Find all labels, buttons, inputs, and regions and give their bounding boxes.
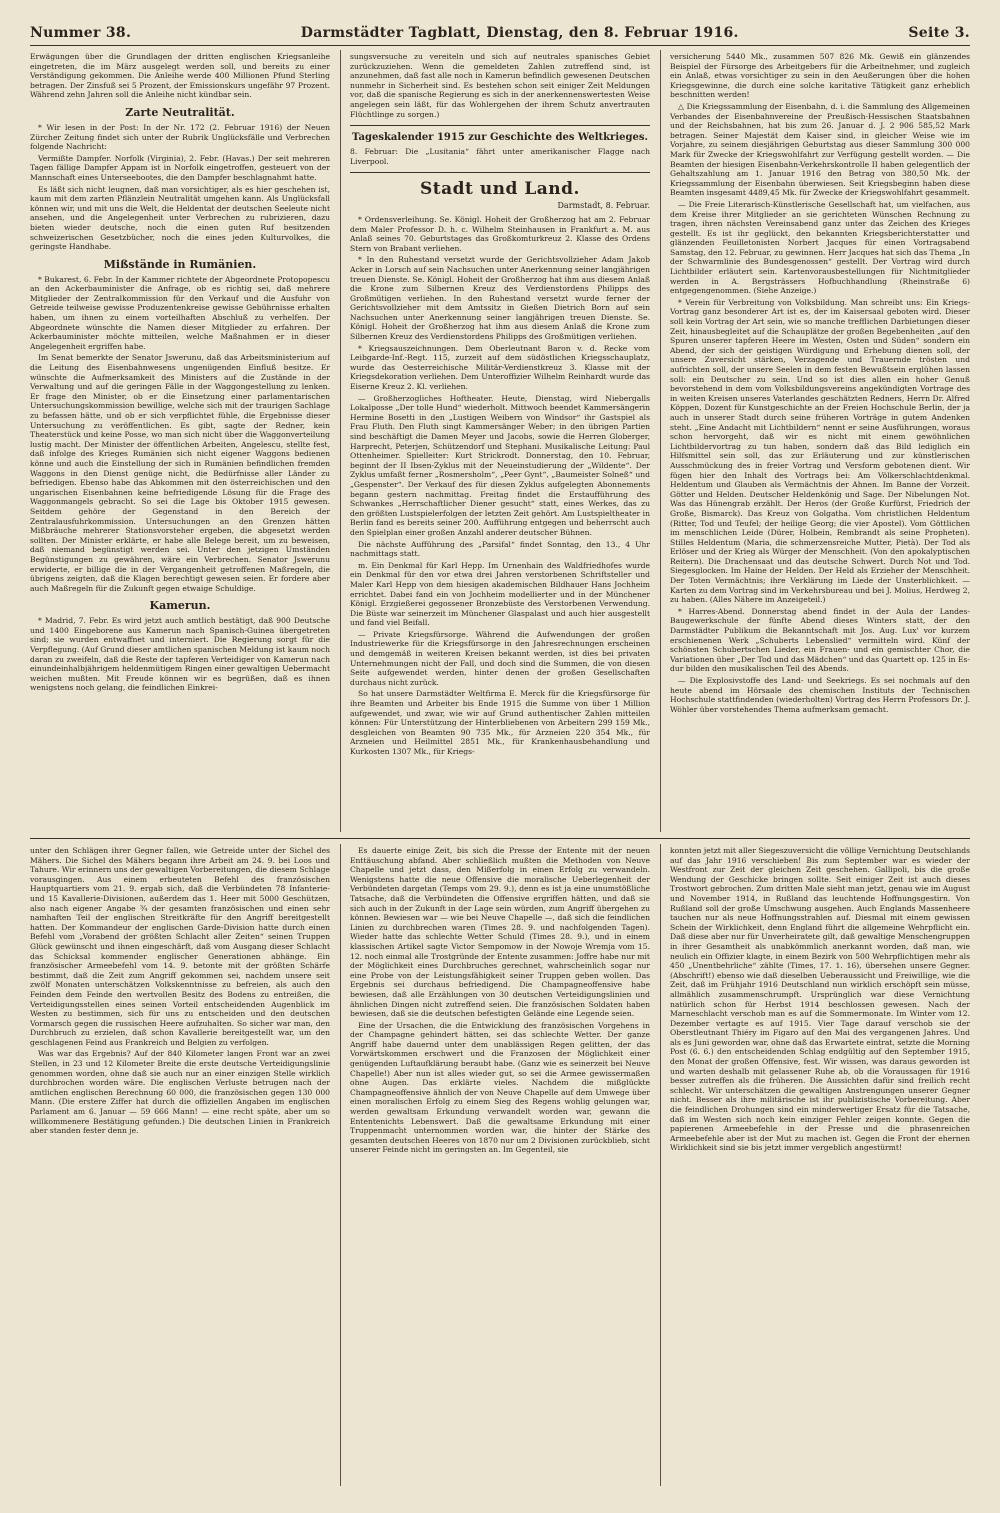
headline-rumaenien: Mißstände in Rumänien. bbox=[103, 257, 257, 271]
bottom-column-1 bbox=[30, 846, 330, 1486]
column-3 bbox=[670, 52, 970, 830]
article-neutral-paragraph: Vermißte Dampfer. Norfolk (Virginia), 2. Febr. (Havas.) Der seit mehreren Tagen fällige Dampfer Appam ist in Norfolk eingetroffen, gesteuert von der Mannschaft eines Unterseebootes, die den Dampfer beschlagnahmt hatte. bbox=[30, 153, 330, 182]
local-news-item: — Private Kriegsfürsorge. Während die Aufwendungen der großen Industriewerke für die Kriegsfürsorge in den Jahresrechnungen erscheinen und demgemäß in weiteren Kreisen bekannt werden, ist dies bei privaten Unternehmungen nicht der Fall, und doch sind die Summen, die von diesen Seite aufgewendet werden, hinter denen der großen Gesellschaften durchaus nicht zurück. bbox=[350, 629, 650, 687]
article-neutral-paragraph: * Wir lesen in der Post: In der Nr. 172 (2. Februar 1916) der Neuen Zürcher Zeitung findet sich unter der Rubrik Unglücksfälle und Verbrechen folgende Nachricht: bbox=[30, 122, 330, 152]
column-2 bbox=[350, 52, 650, 830]
local-news-item: — Die Explosivstoffe des Land- und Seekriegs. Es sei nochmals auf den heute abend im Hörsaale des chemischen Instituts der Technischen Hochschule stattfindenden (wiederholten) Vortrag des Herrn Professors Dr. J. Wöhler über vorstehendes Thema aufmerksam gemacht. bbox=[670, 676, 970, 714]
article-kamerun-continued: sungsversuche zu vereiteln und sich auf neutrales spanisches Gebiet zurückzuziehen. Wenn die gemeldeten Zahlen zutreffend sind, ist anzunehmen, daß fast alle noch in Kamerun befindlich gewesenen Deutschen nunmehr in Sicherheit sind. Es bestehen schon seit einiger Zeit Meldungen vor, daß die spanische Regierung es sich in der anerkennenswertesten Weise angelegen sein läßt, für das Wohlergehen der ihrem Schutz anvertrauten Flüchtlinge zu sorgen.) bbox=[350, 52, 650, 119]
local-news-item: So hat unsere Darmstädter Weltfirma E. Merck für die Kriegsfürsorge für ihre Beamten und Arbeiter bis Ende 1915 die Summe von über 1 Million aufgewendet, und zwar, wie wir auf Grund authentischer Zahlen mitteilen können: Für Unterstützung der Hinterbliebenen von Arbeitern 299 159 Mk., desgleichen von Beamten 90 735 Mk., für Arzneien 220 354 Mk., für Arzneien und Heilmittel 2851 Mk., für Krankenhausbehandlung und Kurkosten 1307 Mk., für Kriegs- bbox=[350, 689, 650, 756]
local-news-item: — Großherzogliches Hoftheater. Heute, Dienstag, wird Niebergalls Lokalposse „Der tolle Hund“ wiederholt. Mittwoch beendet Kammersängerin Hermine Bosetti in den „Lustigen Weibern von Windsor“ ihr Gastspiel als Frau Fluth. Den Fluth singt Kammersänger Weber; in den übrigen Partien sind beschäftigt die Damen Meyer und Jacobs, sowie die Herren Globerger, Harprecht, Peterjen, Schützendorf und Stephani. Musikalische Leitung: Paul Ottenheimer. Spielleiter: Kurt Strickrodt. Donnerstag, den 10. Februar, beginnt der II Ibsen-Zyklus mit der Neueinstudierung der „Wildente“. Der Zyklus umfaßt ferner „Rosmersholm“, „Peer Gynt“, „Baumeister Solneß“ und „Gespenster“. Der Verkauf des für diesen Zyklus aufgelegten Abonnements begann gestern nachmittag. Freitag findet die Erstaufführung des Schwankes „Herrschaftlicher Diener gesucht“ statt, eines Werkes, das zu den größten Lustspielerfolgen der letzten Zeit gehört. Am Lustspieltheater in Berlin fand es bereits seiner 200. Aufführung entgegen und beherrscht auch den Spielplan einer großen Anzahl anderer deutscher Bühnen. bbox=[350, 393, 650, 537]
local-news-item: * Kriegsauszeichnungen. Dem Oberleutnant Baron v. d. Recke vom Leibgarde-Inf.-Regt. 115, zurzeit auf dem südöstlichen Kriegsschauplatz, wurde das Oesterreichische Militär-Verdienstkreuz 3. Klasse mit der Kriegsdekoration verliehen. Dem Unteroffizier Wilhelm Reinhardt wurde das Eiserne Kreuz 2. Kl. verliehen. bbox=[350, 343, 650, 392]
local-news-item: * Harres-Abend. Donnerstag abend findet in der Aula der Landes-Baugewerkschule der fünfte Abend dieses Winters statt, der den Darmstädter Publikum die Bekanntschaft mit Jos. Aug. Lux' vor kurzem erschienenen Werk „Schuberts Lebenslied“ vermitteln wird. Künf der schönsten Schubertschen Lieder, ein Frauen- und ein gemischter Chor, die Variationen über „Der Tod und das Mädchen“ und das Quartett op. 125 in Es-dur bilden den musikalischen Teil des Abends. bbox=[670, 606, 970, 674]
issue-number: Nummer 38. bbox=[30, 25, 132, 41]
section-rule bbox=[350, 125, 650, 126]
local-news-item: * Verein für Verbreitung von Volksbildung. Man schreibt uns: Ein Kriegs-Vortrag ganz besonderer Art ist es, der im Kaisersaal geboten wird. Dieser soll kein Vortrag der Art sein, wie so manche trefflichen Darbietungen dieser Zeit, hinausbegleitet auf die Schauplätze der großen Begebenheiten „auf den Spuren unserer tapferen Heere im Westen, Osten und Süden“ sondern ein Abend, der sich der geistigen Würdigung und Erhebung dienen soll, der unsere Zuversicht stärken, Verzagende und Trauernde trösten und aufrichten soll, der unsere Seelen in dem festen Bewußtsein erglühen lassen soll: ein Deutscher zu sein. Und so ist dies allen ein hoher Genuß bevorstehend in dem vom Volksbildungsvereins angekündigten Vortrage des in weiten Kreisen unseres Vaterlandes geschätzten Redners, Herrn Dr. Alfred Köppen, Dozent für Kunstgeschichte an der Freien Hochschule Berlin, der ja auch in unserer Stadt durch seine früheren Vorträge in gutem Andenken steht. „Eine Andacht mit Lichtbildern“ nennt er seine Ausführungen, woraus schon hervorgeht, daß wir es nicht mit einem gewöhnlichen Lichtbildervortrag zu tun haben, sondern daß das Bild lediglich ein Hilfsmittel sein soll, das zur Erläuterung und zur künstlerischen Ausschmückung des in freier Vortrag und Versform gebotenen dient. Wir fügen hier den Inhalt des Vortrags bei: Am Völkerschlachtdenkmal. Heldentum und Glauben als Vermächtnis der Ahnen. Im Banne der Vorzeit. Götter und Helden. Deutscher Heldenkönig und Sage. Der Nibelungen Not. Was das Hünengrab erzählt. Der Heros (der Große Kurfürst, Friedrich der Große, Bismarck). Das Kreuz von Golgatha. Vom christlichen Heldentum (Ritter, Tod und Teufel; der heilige Georg; die vier Apostel). Vom Göttlichen im menschlichen Leide (Dürer, Holbein, Rembrandt als seine Propheten). Stilles Heldentum (Maria, die schmerzensreiche Mutter, Pietà). Der Tod als Erlöser und der Krieg als Würger der Menschheit. (Von den apokalyptischen Reitern). Die Drachensaat und das deutsche Schwert. Durch Not und Tod. Siegesglocken. Im Haine der Helden. Der Held als Erzieher der Menschheit. Der Toten Vermächtnis; ihre Verklärung im Liede der Unsterblichkeit. — Karten zu dem Vortrag sind im Verkehrsbureau und bei J. Molius, Herdweg 2, zu haben. (Alles Nähere im Anzeigeteil.) bbox=[670, 297, 970, 605]
feature-paragraph: Was war das Ergebnis? Auf der 840 Kilometer langen Front war an zwei Stellen, in 23 und 12 Kilometer Breite die erste deutsche Verteidigungslinie genommen worden, ohne daß sie auch nur an einer einzigen Stelle wirklich durchbrochen worden wäre. Die englischen Verluste betrugen nach der amtlichen englischen Berechnung 60 000, die französischen gegen 130 000 Mann. (Die erstere Ziffer hat durch die offiziellen Angaben im englischen Parlament am 6. Januar — 59 666 Mann! — eine recht späte, aber um so willkommenere Bestätigung gefunden.) Die deutschen Linien in Frankreich aber standen fester denn je. bbox=[30, 1049, 330, 1136]
bottom-column-3 bbox=[670, 846, 970, 1486]
article-rumaenien-paragraph: Im Senat bemerkte der Senator Jswerunu, daß das Arbeitsministerium auf die Leitung des Eisenbahnwesens ungenügenden Einfluß besitze. Er wünschte die Aufmerksamkeit des Ministers auf die Zustände in der Verwaltung und auf die geringen Fälle in der Waggongestellung zu lenken. Er frage den Minister, ob er die Einsetzung einer parlamentarischen Untersuchungskommission bewillige, welche sich mit der traurigen Sachlage zu befassen hätte, und ob er sich verpflichtet fühle, die Ergebnisse dieser Untersuchung zu veröffentlichen. Es gibt, sagte der Redner, kein Theaterstück und keine Posse, wo man sich nicht über die Waggonverteilung lustig macht. Der Minister der öffentlichen Arbeiten, Angelescu, stellte fest, daß infolge des Krieges Rumänien sich nicht eigener Waggons bedienen könne und auch die Einstellung der sich in Rumänien befindlichen fremden Waggons in den Dienst genüge nicht, die Bedürfnisse aller Länder zu befriedigen. Ebenso habe das Abkommen mit den österreichischen und den ungarischen Eisenbahnen keine befriedigende Lösung für die Frage des Waggonmangels gebracht. So sei die Lage bis Oktober 1915 gewesen. Seitdem gehöre der Gegenstand in den Bereich der Zentralausfuhrkommission. Untersuchungen an den Grenzen hätten Mißbräuche mehrerer Stationsvorsteher ergeben, die abgesetzt werden sollten. Der Minister erklärte, er habe alle Belege bereit, um zu beweisen, daß niemand begünstigt werden sei. Unter den jetzigen Umständen Begünstigungen zu gewähren, wäre ein Verbrechen. Senator Jswerunu erwiderte, er billige die in der Vergangenheit getroffenen Maßregeln, die übrigens zeigten, daß die Klagen berechtigt gewesen seien. Er fordere aber auch Maßregeln für die Zukunft gegen etwaige Schuldige. bbox=[30, 353, 330, 593]
local-news-item: * Ordensverleihung. Se. Königl. Hoheit der Großherzog hat am 2. Februar dem Maler Professor D. h. c. Wilhelm Steinhausen in Frankfurt a. M. aus Anlaß seines 70. Geburtstages das Großkomturkreuz 2. Klasse des Ordens Stern von Brabant verliehen. bbox=[350, 214, 650, 253]
headline-zarte-neutralitaet: Zarte Neutralität. bbox=[125, 105, 235, 119]
masthead-rule bbox=[30, 45, 970, 46]
article-anleihe-continued: Erwägungen über die Grundlagen der dritten englischen Kriegsanleihe eingetreten, die im März ausgelegt werden soll, und bereits zu einer Verständigung gekommen. Die Anleihe werde 400 Millionen Pfund Sterling betragen. Der Zinsfuß sei 5 Prozent, der Emissionskurs ungefähr 97 Prozent. Während zehn Jahren soll die Anleihe nicht kündbar sein. bbox=[30, 52, 330, 100]
column-divider bbox=[340, 50, 341, 832]
article-rumaenien-paragraph: * Bukarest, 6. Febr. In der Kammer richtete der Abgeordnete Protopopescu an den Ackerbauminister die Anfrage, ob es richtig sei, daß mehrere Mitglieder der Zentralkommission für den Verkauf und die Ausfuhr von Getreide teilweise gewisse Produzentenkreise gewisse Gebührnisse erhalten haben, um ihnen zu einem vorteilhaften Abschluß zu verhelfen. Der Abgeordnete wünschte die Namen dieser Mitglieder zu erfahren. Der Ackerbauminister möchte mitteilen, welche Maßnahmen er in dieser Angelegenheit ergriffen habe. bbox=[30, 274, 330, 351]
feature-paragraph: Es dauerte einige Zeit, bis sich die Presse der Entente mit der neuen Enttäuschung abfand. Aber schließlich mußten die Methoden von Neuve Chapelle und jetzt dass, den Mißerfolg in einen Erfolg zu verwandeln. Wenigstens hatte die neue Offensive die moralische Ueberlegenheit der Verbündeten dargetan (Temps vom 29. 9.), denn es ist ja eine unumstößliche Tatsache, daß die Verbündeten die Offensive ergriffen hätten, und daß sie sich auch in der Zukunft in der Lage sein würden, zum Angriff übergehen zu können. Bewiesen war — wie bei Neuve Chapelle —, daß sich die feindlichen Linien zu durchbrechen waren (Times 28. 9. und nachfolgenden Tagen). Wieder hatte das schlechte Wetter Schuld (Times 28. 9.), und in einem klassischen Artikel sagte Victor Sempomow in der Nowoje Wremja vom 15. 12. noch einmal alle Trostgründe der Entente zusammen: Joffre habe nur mit der Möglichkeit eines Durchbruches gerechnet, wahrscheinlich sogar nur eine Probe von der Leistungsfähigkeit seiner Truppen geben wollen. Das Ergebnis sei durchaus befriedigend. Die Champagneoffensive habe bewiesen, daß alle Erzählungen von 30 deutschen Verteidigungslinien und ähnlichen Dingen nicht zutreffend seien. Die französischen Soldaten haben bewiesen, daß sie die deutschen befestigten Gelände eine Legende seien. bbox=[350, 846, 650, 1019]
column-divider bbox=[660, 844, 661, 1486]
feature-paragraph: unter den Schlägen ihrer Gegner fallen, wie Getreide unter der Sichel des Mähers. Die Sichel des Mähers begann ihre Arbeit am 24. 9. bei Loos und Tahure. Wir erinnern uns der gewaltigen Vorbereitungen, die diesem Schlage vorausgingen. Aus einem erbeuteten Befehl des französischen Hauptquartiers vom 21. 9. ergab sich, daß die Verbündeten 78 Infanterie- und 15 Kavallerie-Divisionen, außerdem das 1. Heer mit 5000 Geschützen, also nach eigener Angabe ¾ der gesamten französischen und einen sehr namhaften Teil der englischen Streitkräfte für den Angriff bereitgestellt hatten. Der Kommandeur der englischen Garde-Division hatte durch einen Befehl vom „Vorabend der größten Schlacht aller Zeiten“ seinen Truppen Glück gewünscht und ihnen eingeschärft, daß vom Ausgang dieser Schlacht das Schicksal kommender englischer Generationen abhänge. Ein französischer Armeebefehl vom 14. 9. betonte mit der größten Schärfe bestimmt, daß die Zeit zum Angriff gekommen sei, nachdem unsere seit zwölf Monaten unterschätzen Volkskenntnisse zu befreien, als auch den Feinden dem Feinde den wertvollen Besitz des Bodens zu entreißen, die Verteidigungsstellen eines seinen Vorteil entscheidenden Augenblick im Westen zu bestimmen, sich für uns zu entscheiden und den deutschen Vormarsch gegen die russischen Heere aufzuhalten. So sicher war man, den Durchbruch zu erzielen, daß schon Kavallerie bereitgestellt war, um den geschlagenen Feind aus Frankreich und Belgien zu verfolgen. bbox=[30, 846, 330, 1047]
calendar-title: Tageskalender 1915 zur Geschichte des Weltkrieges. bbox=[352, 132, 648, 144]
headline-kamerun: Kamerun. bbox=[149, 599, 211, 613]
page-number: Seite 3. bbox=[908, 25, 970, 41]
column-divider bbox=[340, 844, 341, 1486]
bottom-column-2 bbox=[350, 846, 650, 1486]
article-neutral-paragraph: Es läßt sich nicht leugnen, daß man vorsichtiger, als es hier geschehen ist, kaum mit dem zarten Pflänzlein Neutralität umgehen kann. Als Unglücksfall können wir, und mit uns die Welt, die Heldentat der deutschen Seeleute nicht ansehen, und die Angelegenheit unter Verbrechen zu rubrizieren, dazu bieten wieder deutsche, noch die einen guten Ruf besitzenden schweizerischen Gesetzbücher, noch die eines jeden Kulturvolkes, die geringste Handhabe. bbox=[30, 184, 330, 252]
calendar-entry: 8. Februar: Die „Lusitania“ fährt unter amerikanischer Flagge nach Liverpool. bbox=[350, 147, 650, 166]
newspaper-title-date: Darmstädter Tagblatt, Dienstag, den 8. Februar 1916. bbox=[300, 25, 739, 41]
local-news-item: * In den Ruhestand versetzt wurde der Gerichtsvollzieher Adam Jakob Acker in Lorsch auf sein Nachsuchen unter Anerkennung seiner langjährigen treuen Dienste. Se. Königl. Hoheit der Großherzog hat ihm aus diesem Anlaß die Krone zum Silbernen Kreuz des Verdienstordens Philipps des Großmütigen verliehen. In den Ruhestand versetzt wurde ferner der Gerichtsvollzieher mit dem Amtssitz in Gießen Dietrich Born auf sein Nachsuchen unter Anerkennung seiner langjährigen treuen Dienste. Se. Königl. Hoheit der Großherzog hat ihm aus diesem Anlaß die Krone zum Silbernen Kreuz des Verdienstordens Philipps des Großmütigen verliehen. bbox=[350, 255, 650, 342]
feature-paragraph: konnten jetzt mit aller Siegeszuversicht die völlige Vernichtung Deutschlands auf das Jahr 1916 verschieben! Bis zum September war es wieder der Westfront zur Zeit der gleichen Zeit geschehen. Gallipoli, bis die große Wendung der Geschicke bringen sollte. Seit einiger Zeit ist auch dieses Trostwort gebrochen. Zum dritten Male sieht man jetzt, genau wie im August und November 1914, in Rußland das leuchtende Hoffnungsgestirn. Von Rußland soll der große Umschwung ausgehen. Auch Englands Massenheere tauchen nur als neue Hoffnungsstrahlen auf. Diesmal mit einem gewissen Schein der Wirklichkeit, denn England führt die allgemeine Wehrpflicht ein. Daß diese aber nur für Unverheiratete gilt, daß gewaltige Menschengruppen in ihrer Gesamtheit als unabkömmlich anerkannt worden, daß man, wie neulich ein Offizier klagte, in einem Bezirk von 500 Wehrpflichtigen mehr als 450 „Unentbehrliche“ zählte (Times, 17. 1. 16), übersehen unsere Gegner. (Abschrift!) ebenso wie daß dieselben Ueberaussicht und Freiwillige, wie die Zeit, daß im Frühjahr 1916 Deutschland nun wirklich erschöpft sein müsse, allmählich zusammenschrumpft. Ursprünglich war diese Vernichtung natürlich schon für Herbst 1914 beschlossen gewesen. Nach der Marneschlacht verschob man es auf die Sommermonate. Im Winter vom 12. Dezember vertagte es auf 1915. Vier Tage darauf verschob sie der Oberstleutnant Thiéry im Figaro auf den Mai des vergangenen Jahres. Und als es Juni geworden war, ohne daß das Erwartete eintrat, setzte die Morning Post (6. 6.) den entscheidenden Schlag endgültig auf den September 1915, den Monat der großen Offensive, fest. Wir wissen, was daraus geworden ist und warten deshalb mit gelassener Ruhe ab, ob die Voraussagen für 1916 besser zutreffen als die früheren. Die Aussichten dafür sind freilich recht schlecht. Wir unterschätzen die gewaltigen Anstrengungen unserer Gegner nicht. Besser als ihre militärische ist ihr publizistische Vorbereitung. Aber die feindlichen Drohungen sind ein minderwertiger Ersatz für die Tatsache, daß im Westen sich noch kein einziger Fehler zeigen konnte. Gegen die papierenen Armeebefehle in der Presse und die phrasenreichen Armeebefehle aber ist der Mut zu machen ist. Gegen die Front der ehernen Wirklichkeit sind sie bis jetzt immer vergeblich angestürmt! bbox=[670, 846, 970, 1153]
section-rule bbox=[350, 172, 650, 173]
local-news-item: △ Die Kriegssammlung der Eisenbahn, d. i. die Sammlung des Allgemeinen Verbandes der Eisenbahnvereine der Preußisch-Hessischen Staatsbahnen und der Reichsbahnen, hat bis zum 26. Januar d. J. 2 906 585,52 Mark betragen. Seiner Majestät dem Kaiser sind, in gleicher Weise wie im Vorjahre, zu seinem diesjährigen Geburtstag aus dieser Sammlung 300 000 Mark für Zwecke der Kriegswohlfahrt zur Verfügung gestellt worden. — Die Beamten der hiesigen Eisenbahn-Verkehrskontrolle II haben gelegentlich der Gehaltszahlung am 1. Januar 1916 den Betrag von 380,50 Mk. der Kriegssammlung der Eisenbahn überwiesen. Seit Kriegsbeginn haben diese Beamten insgesamt 4489,45 Mk. für Zwecke der Kriegswohlfahrt gesammelt. bbox=[670, 101, 970, 198]
feature-paragraph: Eine der Ursachen, die die Entwicklung des französischen Vorgehens in der Champagne gehindert hätten, sei das schlechte Wetter. Der ganze Angriff habe dauernd unter dem unablässigen Regen gelitten, der das Vorwärtskommen erschwert und die Franzosen der Möglichkeit einer genügenden Luftaufklärung beraubt habe. (Ganz wie es seinerzeit bei Neuve Chapelle!) Aber nun ist alles wieder gut, so sei die Armee gewissermaßen ohne Augen. Das erklärte vieles. Nachdem die mißglückte Champagneoffensive ähnlich der von Neuve Chapelle auf dem Umwege über einen moralischen Erfolg zu einem Sieg des Regens wohlig gelungen war, werden gewaltsam Erkundung verwandelt worden war, gewann die Ententenichts Lebenswert. Daß die gewaltsame Erkundung mit einer Truppenmacht unternommen worden war, die hinter der Stärke des gesamten deutschen Heeres von 1870 nur um 2 Divisionen zurückblieb, sicht unserer Feinde nicht im geringsten an. Im Gegenteil, sie bbox=[350, 1020, 650, 1155]
column-1 bbox=[30, 52, 330, 830]
section-divider bbox=[30, 838, 970, 839]
local-news-item: m. Ein Denkmal für Karl Hepp. Im Urnenhain des Waldfriedhofes wurde ein Denkmal für den vor etwa drei Jahren verstorbenen Schriftsteller und Maler Karl Hepp von dem hiesigen akademischen Bildhauer Hans Jochheim errichtet. Dabei fand ein von Jochheim modellierter und in der Münchener Königl. Erzgießerei gegossener Bronzebüste des Verstorbenen Verwendung. Die Büste war seinerzeit im Münchener Glaspalast und auch hier ausgestellt und fand viel Beifall. bbox=[350, 560, 650, 628]
local-news-item: Die nächste Aufführung des „Parsifal“ findet Sonntag, den 13., 4 Uhr nachmittags statt. bbox=[350, 539, 650, 559]
local-news-continued: versicherung 5440 Mk., zusammen 507 826 Mk. Gewiß ein glänzendes Beispiel der Fürsorge des Arbeitgebers für die Arbeitnehmer, und zugleich ein Anlaß, etwas vorsichtiger zu sein in den Aeußerungen über die hohen Kriegsgewinne, die durch eine solche karitative Tätigkeit ganz erheblich beschnitten werden! bbox=[670, 52, 970, 100]
local-news-item: — Die Freie Literarisch-Künstlerische Gesellschaft hat, um vielfachen, aus dem Kreise ihrer Mitglieder an sie gerichteten Wünschen Rechnung zu tragen, ihren nächsten Vereinsabend ganz unter das Zeichen des Krieges gestellt. Es ist ihr geglückt, den bekannten Kriegsberichterstatter und glänzenden Feuilletonisten Norbert Jacques für einen Vortragsabend Samstag, den 12. Februar, zu gewinnen. Herr Jacques hat sich das Thema „In der Schwarmlinie des Bundesgenossen“ gestellt. Der Vortrag wird durch Lichtbilder erläutert sein. Kartenvorausbestellungen für Nichtmitglieder werden in A. Bergsträssers Hofbuchhandlung (Rheinstraße 6) entgegengenommen. (Siehe Anzeige.) bbox=[670, 199, 970, 296]
article-kamerun-paragraph: * Madrid, 7. Febr. Es wird jetzt auch amtlich bestätigt, daß 900 Deutsche und 1400 Eingeborene aus Kamerun nach Spanisch-Guinea übergetreten sind; sie wurden entwaffnet und interniert. Die Regierung sorgt für die Verpflegung. (Auf Grund dieser amtlichen spanischen Meldung ist kaum noch daran zu zweifeln, daß die Reste der tapferen Verteidiger von Kamerun nach einundeinhalbjährigem heldenmütigem Ringen einer gewaltigen Uebermacht weichen mußten. Mit Freude können wir es begrüßen, daß es ihnen wenigstens noch gelang, die feindlichen Einkrei- bbox=[30, 616, 330, 693]
headline-stadt-und-land: Stadt und Land. bbox=[420, 179, 580, 200]
column-divider bbox=[660, 50, 661, 832]
masthead bbox=[30, 24, 970, 42]
dateline: Darmstadt, 8. Februar. bbox=[557, 201, 650, 211]
